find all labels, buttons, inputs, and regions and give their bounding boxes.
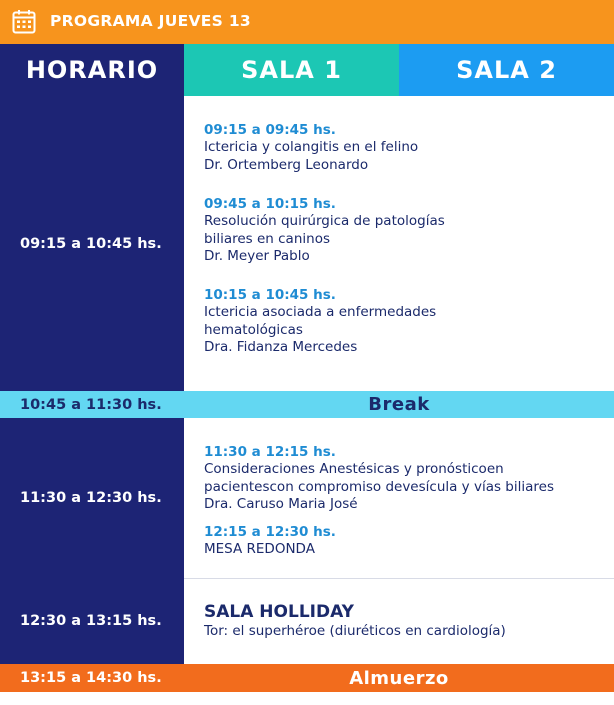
session-speaker: Dr. Meyer Pablo <box>204 248 310 264</box>
session-time: 11:30 a 12:15 hs. <box>204 444 336 460</box>
break-row <box>0 391 614 418</box>
session[interactable] <box>204 286 614 357</box>
session-title: hematológicas <box>204 321 303 338</box>
break-label: Break <box>368 394 430 415</box>
session-title: Ictericia asociada a enfermedades <box>204 304 437 320</box>
session-time: 10:15 a 10:45 hs. <box>204 287 336 303</box>
lunch-time: 13:15 a 14:30 hs. <box>20 670 162 686</box>
lunch-label: Almuerzo <box>349 667 449 689</box>
session-speaker: Dra. Fidanza Mercedes <box>204 339 358 355</box>
session[interactable] <box>204 523 614 559</box>
session[interactable] <box>204 601 614 641</box>
session-title: Tor: el superhéroe (diuréticos en cardiología) <box>204 623 506 639</box>
block-content <box>184 96 614 391</box>
session[interactable] <box>204 443 614 514</box>
session-time: 12:15 a 12:30 hs. <box>204 524 336 540</box>
block-content <box>184 579 614 664</box>
session-title: Ictericia y colangitis en el felino <box>204 139 419 155</box>
column-header-horario: HORARIO <box>0 44 184 96</box>
session-time: 09:45 a 10:15 hs. <box>204 196 336 212</box>
session-title: Consideraciones Anestésicas y pronósticoen <box>204 461 504 477</box>
session-speaker: Dra. Caruso Maria José <box>204 496 358 512</box>
session-title: pacientescon compromiso devesícula y vías biliares <box>204 478 554 495</box>
lunch-row <box>0 664 614 692</box>
session-time: 09:15 a 09:45 hs. <box>204 122 336 138</box>
session-speaker: Dr. Ortemberg Leonardo <box>204 156 369 173</box>
column-header-sala-2[interactable]: SALA 2 <box>399 44 614 96</box>
session[interactable] <box>204 121 614 174</box>
time-slot: 11:30 a 12:30 hs. <box>0 418 184 578</box>
session[interactable] <box>204 195 614 266</box>
block-content <box>184 418 614 578</box>
column-header-sala-1[interactable]: SALA 1 <box>184 44 399 96</box>
program-header <box>0 0 614 44</box>
time-slot: 09:15 a 10:45 hs. <box>0 96 184 391</box>
time-slot: 12:30 a 13:15 hs. <box>0 578 184 664</box>
program-title: PROGRAMA JUEVES 13 <box>50 12 251 30</box>
session-title: Resolución quirúrgica de patologías <box>204 213 445 229</box>
session-title: biliares en caninos <box>204 230 330 247</box>
session-title: MESA REDONDA <box>204 541 315 557</box>
sala-holliday-title: SALA HOLLIDAY <box>204 602 354 622</box>
calendar-icon <box>12 9 36 34</box>
break-time: 10:45 a 11:30 hs. <box>20 396 162 413</box>
